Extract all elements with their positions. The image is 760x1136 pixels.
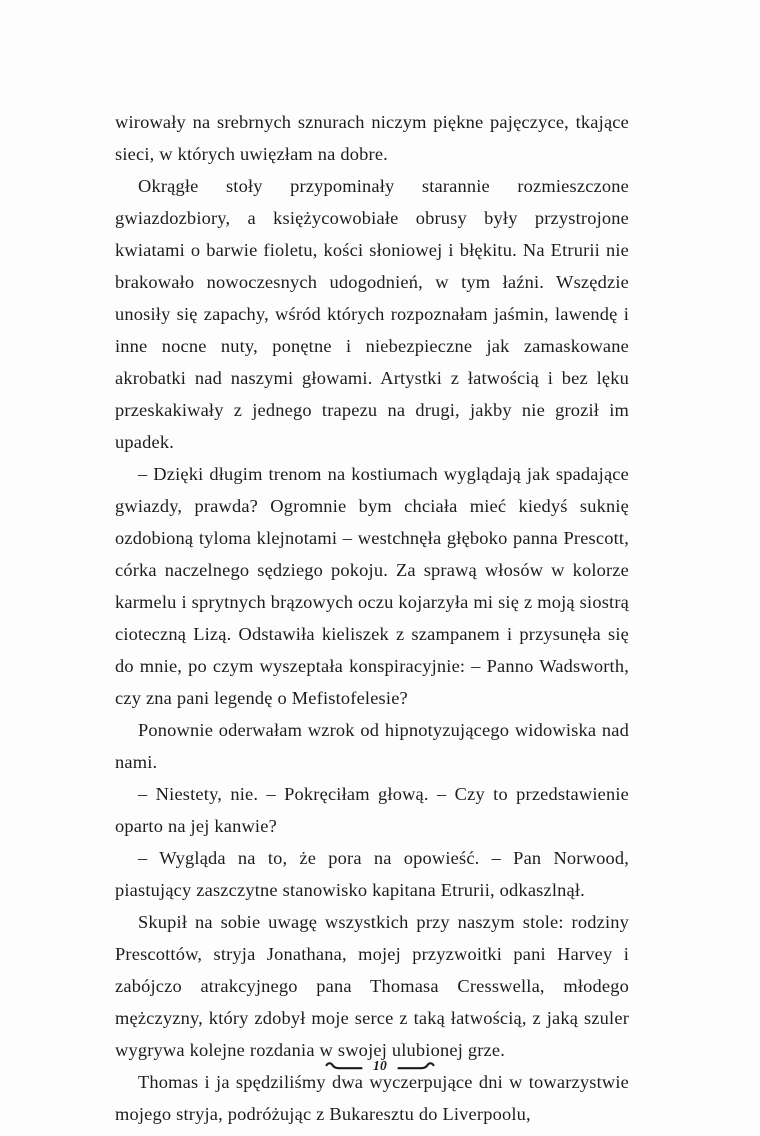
paragraph: Ponownie oderwałam wzrok od hipnotyzującego widowiska nad nami. [115,720,629,772]
page-footer [0,1054,760,1080]
page-number: 10 [372,1058,388,1074]
wavy-dash-right-icon [396,1060,436,1074]
paragraph: – Niestety, nie. – Pokręciłam głową. – Czy to przedstawienie oparto na jej kanwie? [115,784,629,836]
paragraph: Skupił na sobie uwagę wszystkich przy naszym stole: rodziny Prescottów, stryja Jonathana, mojej przyzwoitki pani Harvey i zabójczo atrakcyjnego pana Thomasa Cresswella, młodego mężczyzny, który zdobył moje serce z taką łatwością, z jaką szuler wygrywa kolejne rozdania w swojej ulubionej grze. [115,912,629,1060]
paragraph: – Dzięki długim trenom na kostiumach wyglądają jak spadające gwiazdy, prawda? Ogromnie bym chciała mieć kiedyś suknię ozdobioną tyloma klejnotami – westchnęła głęboko panna Prescott, córka naczelnego sędziego pokoju. Za sprawą włosów w kolorze karmelu i sprytnych brązowych oczu kojarzyła mi się z moją siostrą cioteczną Lizą. Odstawiła kieliszek z szampanem i przysunęła się do mnie, po czym wyszeptała konspiracyjnie: – Panno Wadsworth, czy zna pani legendę o Mefistofelesie? [115,464,629,708]
paragraph: Okrągłe stoły przypominały starannie rozmieszczone gwiazdozbiory, a księżycowobiałe obrusy były przystrojone kwiatami o barwie fioletu, kości słoniowej i błękitu. Na Etrurii nie brakowało nowoczesnych udogodnień, w tym łaźni. Wszędzie unosiły się zapachy, wśród których rozpoznałam jaśmin, lawendę i inne nocne nuty, ponętne i niebezpieczne jak zamaskowane akrobatki nad naszymi głowami. Artystki z łatwością i bez lęku przeskakiwały z jednego trapezu na drugi, jakby nie groził im upadek. [115,176,629,452]
paragraph: – Wygląda na to, że pora na opowieść. – Pan Norwood, piastujący zaszczytne stanowisko kapitana Etrurii, odkaszlnął. [115,848,629,900]
paragraph: Thomas i ja spędziliśmy dwa wyczerpujące dni w towarzystwie mojego stryja, podróżując z Bukaresztu do Liverpoolu, [115,1072,629,1124]
wavy-dash-left-icon [324,1060,364,1074]
page-text-block [115,106,629,1130]
paragraph: wirowały na srebrnych sznurach niczym piękne pajęczyce, tkające sieci, w których uwięzłam na dobre. [115,112,629,164]
